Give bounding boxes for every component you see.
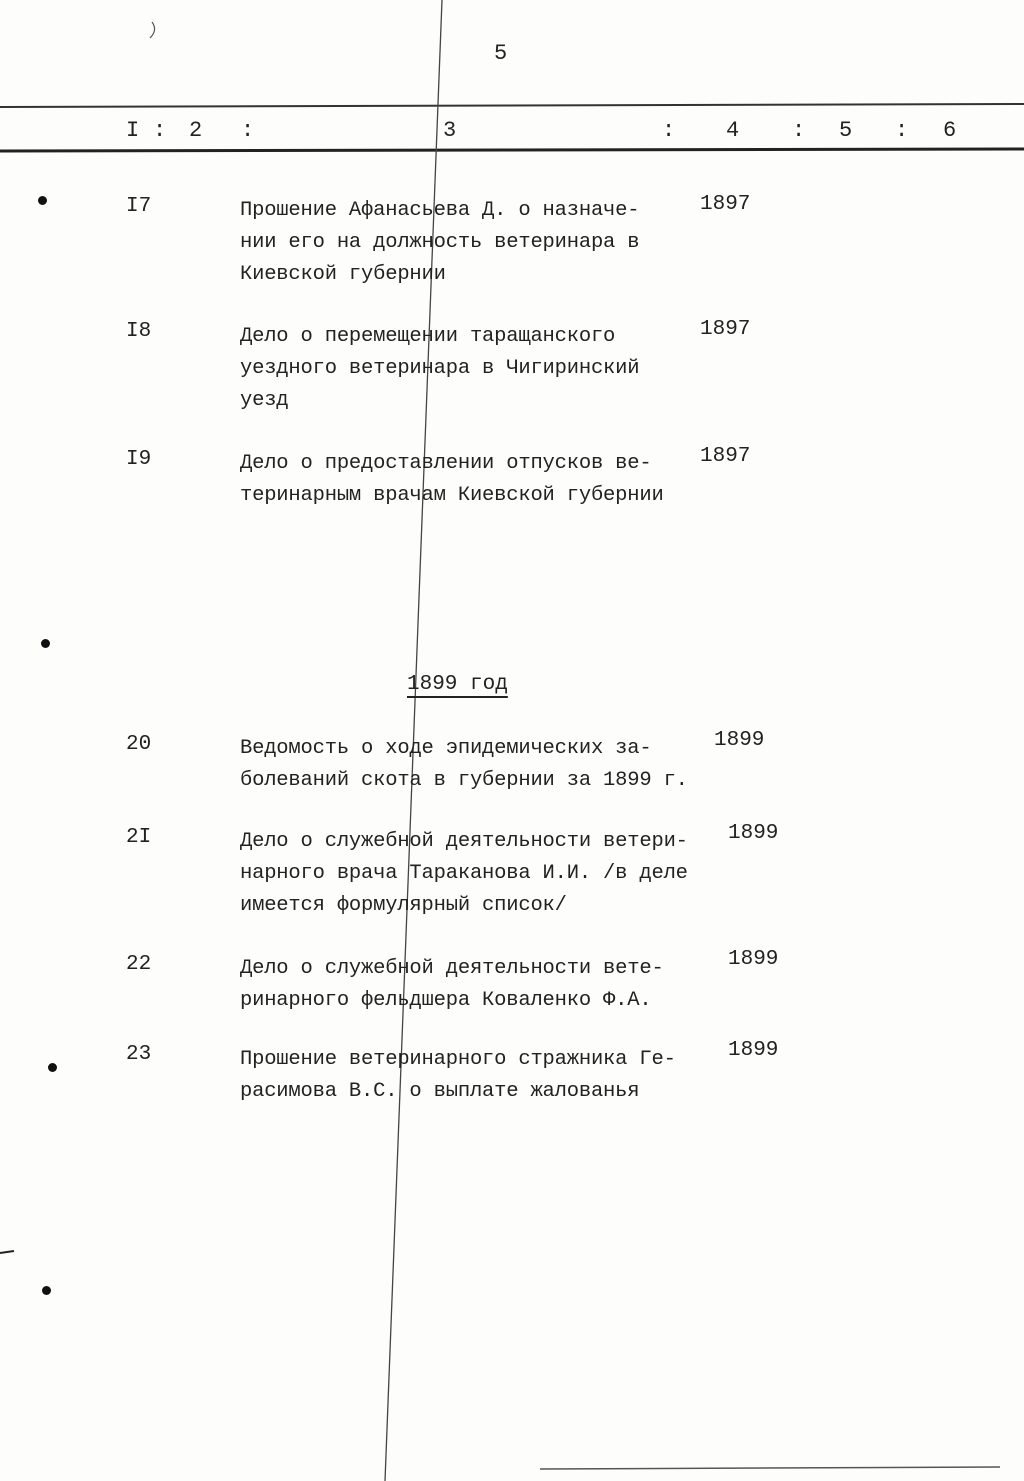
entry-number: I7 [126,195,152,218]
column-header: I [126,118,140,143]
entry-description [240,826,688,922]
top-rule [0,104,1024,107]
entry-year: 1899 [728,1039,779,1062]
column-header: 3 [443,118,457,143]
description-line: теринарным врачам Киевской губернии [240,484,664,507]
entry-description [240,195,639,291]
bottom-rule [540,1467,1000,1469]
description-line: Дело о предоставлении отпусков ве- [240,452,652,475]
description-line: нарного врача Тараканова И.И. /в деле [240,862,688,885]
description-line: Дело о служебной деятельности вете- [240,957,664,980]
punch-hole [42,1286,51,1295]
entry-year: 1897 [700,318,751,341]
description-line: Прошение ветеринарного стражника Ге- [240,1048,676,1071]
entry-year: 1899 [728,948,779,971]
column-header: 4 [726,118,740,143]
punch-hole [41,639,50,648]
description-line: Дело о служебной деятельности ветери- [240,830,688,853]
description-line: имеется формулярный список/ [240,894,567,917]
description-line: уезд [240,389,289,412]
entry-number: 22 [126,953,152,976]
description-line: Ведомость о ходе эпидемических за- [240,737,652,760]
entry-number: 20 [126,733,152,756]
description-line: Прошение Афанасьева Д. о назначе- [240,199,640,222]
column-separator: : [153,118,167,143]
entry-description [240,953,664,1017]
description-line: расимова В.С. о выплате жалованья [240,1080,640,1103]
entry-number: 23 [126,1043,152,1066]
column-header: 5 [839,118,853,143]
header-rule [0,149,1024,151]
entry-number: I9 [126,448,152,471]
entry-number: I8 [126,320,152,343]
column-separator: : [895,118,909,143]
pencil-mark [150,22,155,38]
description-line: Дело о перемещении таращанского [240,325,616,348]
description-line: ринарного фельдшера Коваленко Ф.А. [240,989,652,1012]
entry-description [240,1044,676,1108]
entry-description [240,448,664,512]
description-line: нии его на должность ветеринара в [240,231,640,254]
entry-year: 1899 [714,729,765,752]
entry-year: 1897 [700,193,751,216]
entry-number: 2I [126,826,152,849]
description-line: уездного ветеринара в Чигиринский [240,357,640,380]
page-number: 5 [494,41,508,66]
column-separator: : [241,118,255,143]
entry-year: 1897 [700,445,751,468]
description-line: Киевской губернии [240,263,446,286]
column-separator: : [792,118,806,143]
description-line: болеваний скота в губернии за 1899 г. [240,769,688,792]
column-header: 6 [943,118,957,143]
column-separator: : [662,118,676,143]
punch-hole [48,1063,57,1072]
entry-year: 1899 [728,822,779,845]
entry-description [240,321,639,417]
entry-description [240,733,688,797]
punch-hole [38,196,47,205]
column-header: 2 [189,118,203,143]
margin-mark [0,1251,14,1253]
section-heading: 1899 год [407,673,508,696]
